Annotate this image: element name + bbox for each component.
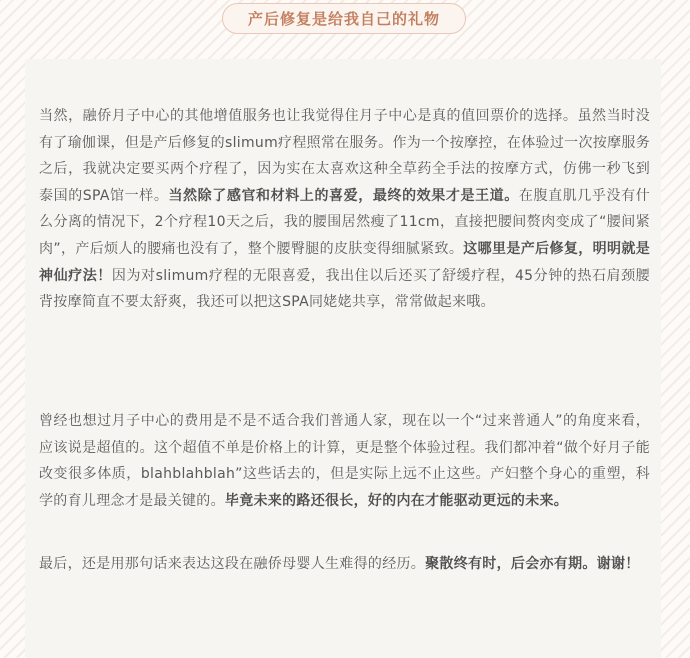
- paragraph-emphasis: 当然除了感官和材料上的喜爱，最终的效果才是王道。: [168, 187, 519, 204]
- section-title: 产后修复是给我自己的礼物: [247, 10, 440, 28]
- article-card: [25, 59, 661, 658]
- paragraph-text: 最后，还是用那句话来表达这段在融侨母婴人生难得的经历。: [39, 556, 426, 572]
- paragraph-2: [39, 408, 650, 514]
- paragraph-text: 因为对slimum疗程的无限喜爱，我出住以后还买了舒缓疗程，45分钟的热石肩颈腰背按摩简直不要太舒爽，我还可以把这SPA同姥姥共享，常常做起来哦。: [39, 267, 650, 311]
- paragraph-emphasis: 毕竟未来的路还很长，好的内在才能驱动更远的未来。: [224, 492, 569, 509]
- paragraph-text: 当然，融侨月子中心的其他增值服务也让我觉得住月子中心是真的值回票价的选择。虽然当时没有了瑜伽课，但是产后修复的slimum疗程照常在服务。作为一个按摩控，在体验过一次按摩服务之后，我就决定要买两个疗程了，因为实在太喜欢这种全草药全手法的按摩方式，仿佛一秒飞到泰国的SPA馆一样。: [39, 108, 650, 204]
- title-badge: [222, 3, 466, 34]
- paragraph-emphasis: 这哪里是产后修复，明明就是神仙疗法！: [39, 240, 650, 284]
- paragraph-text: 在腹直肌几乎没有什么分离的情况下，2个疗程10天之后，我的腰围居然瘦了11cm，直接把腰间赘肉变成了“腰间紧肉”，产后烦人的腰痛也没有了，整个腰臀腿的皮肤变得细腻紧致。: [39, 187, 651, 257]
- paragraph-3: [39, 551, 650, 578]
- paragraph-emphasis: 聚散终有时，后会亦有期。谢谢！: [425, 556, 640, 572]
- paragraph-text: 曾经也想过月子中心的费用是不是不适合我们普通人家，现在以一个“过来普通人”的角度来看，应该说是超值的。这个超值不单是价格上的计算，更是整个体验过程。我们都冲着“做个好月子能改变很多体质，blahblahblah”这些话去的，但是实际上远不止这些。产妇整个身心的重塑，科学的育儿理念才是最关键的。: [39, 413, 650, 509]
- paragraph-1: [39, 103, 650, 316]
